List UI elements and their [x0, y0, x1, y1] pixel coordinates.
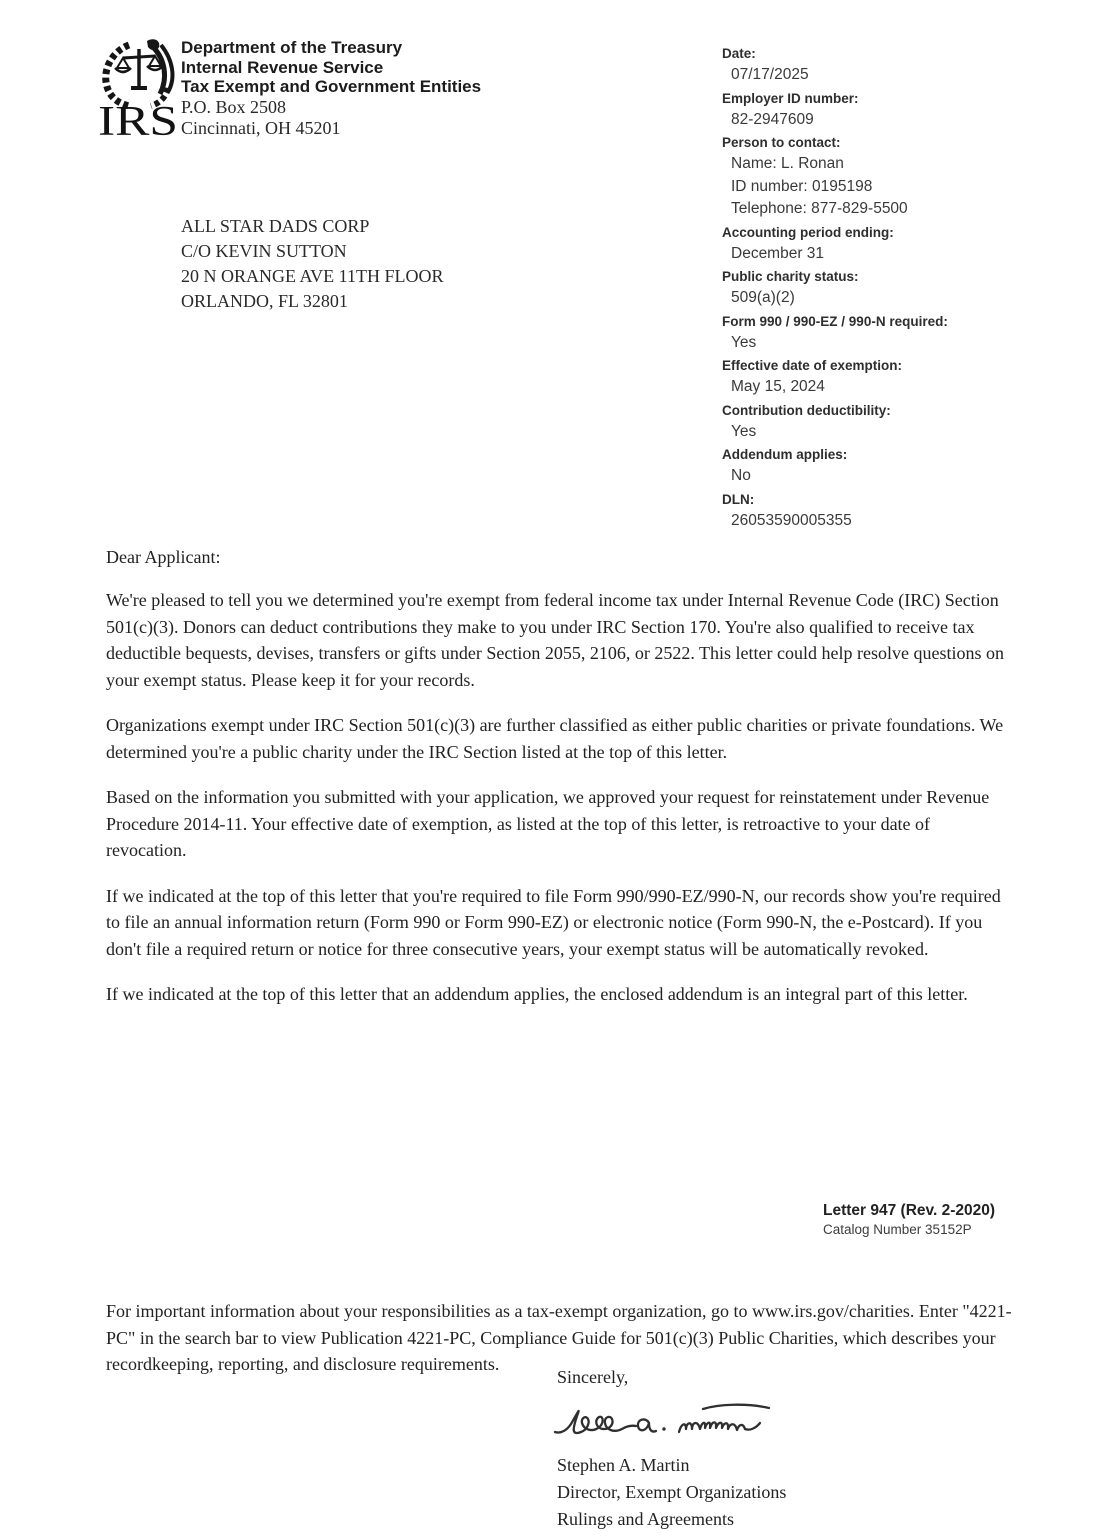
recipient-care-of: C/O KEVIN SUTTON: [181, 241, 347, 261]
info-item-form-990-required: [722, 312, 1022, 355]
signer-title-line-2: Rulings and Agreements: [557, 1509, 734, 1529]
info-label: Addendum applies:: [722, 447, 848, 462]
info-value: Name: L. Ronan: [731, 155, 844, 172]
info-value: No: [731, 467, 751, 484]
info-value: 26053590005355: [731, 511, 852, 529]
info-value: Yes: [731, 333, 757, 351]
info-label: Employer ID number:: [722, 90, 859, 106]
info-value: ID number: 0195198: [731, 177, 873, 195]
info-label: Contribution deductibility:: [722, 402, 891, 418]
info-label: Public charity status:: [722, 269, 859, 284]
info-item-ein: [722, 89, 1022, 132]
letter-number: Letter 947 (Rev. 2-2020): [823, 1202, 996, 1219]
agency-line-tege: Tax Exempt and Government Entities: [181, 77, 482, 96]
recipient-org-name: ALL STAR DADS CORP: [181, 216, 370, 236]
body-paragraph-2: Organizations exempt under IRC Section 501(c)(3) are further classified as either public charities or private foundations. We determined you're a public charity under the IRC Section listed at the top of this letter.: [106, 715, 1004, 762]
info-value: 07/17/2025: [731, 66, 809, 83]
body-paragraph-3: Based on the information you submitted with your application, we approved your request for reinstatement under Revenue Procedure 2014-11. Your effective date of exemption, as listed at the top of this letter, is retroactive to your date of revocation.: [106, 787, 990, 860]
closing-salutation: Sincerely,: [557, 1367, 629, 1387]
info-value: 82-2947609: [731, 110, 814, 128]
info-item-dln: [722, 490, 1022, 533]
recipient-address: [181, 214, 444, 314]
signer-title-line-1: Director, Exempt Organizations: [557, 1482, 787, 1502]
info-value: Telephone: 877-829-5500: [731, 200, 908, 217]
letter-info-panel: [722, 44, 1022, 534]
info-label: Date:: [722, 46, 756, 61]
letter-body: [106, 544, 1014, 1027]
signer-name: Stephen A. Martin: [557, 1455, 690, 1475]
info-item-charity-status: [722, 267, 1022, 310]
closing-paragraph: For important information about your responsibilities as a tax-exempt organization, go to www.irs.gov/charities. Enter "4221-PC" in the search bar to view Publication 4221-PC, Compliance Guide for 501(c)(3) Public Charities, which describes your recordkeeping, reporting, and disclosure requirements.: [106, 1301, 1012, 1374]
info-item-contact: [722, 133, 1022, 221]
info-item-date: [722, 44, 1022, 87]
info-item-effective-date: [722, 356, 1022, 399]
salutation: Dear Applicant:: [106, 547, 221, 567]
body-paragraph-5: If we indicated at the top of this letter that an addendum applies, the enclosed addendum is an integral part of this letter.: [106, 984, 968, 1004]
agency-line-irs: Internal Revenue Service: [181, 57, 384, 77]
info-label: Effective date of exemption:: [722, 358, 903, 373]
info-label: Form 990 / 990-EZ / 990-N required:: [722, 313, 948, 329]
po-box-line: P.O. Box 2508: [181, 96, 287, 117]
irs-eagle-logo-icon: [98, 36, 184, 140]
info-item-accounting-period: [722, 223, 1022, 266]
info-value: December 31: [731, 244, 825, 262]
info-value: 509(a)(2): [731, 289, 795, 306]
letter-reference: [823, 1201, 995, 1239]
recipient-street: 20 N ORANGE AVE 11TH FLOOR: [181, 266, 444, 286]
info-value: May 15, 2024: [731, 378, 825, 395]
info-label: Accounting period ending:: [722, 224, 894, 240]
info-label: Person to contact:: [722, 135, 841, 150]
recipient-city-state-zip: ORLANDO, FL 32801: [181, 291, 348, 311]
catalog-number: Catalog Number 35152P: [823, 1222, 972, 1237]
info-item-addendum: [722, 445, 1022, 488]
body-paragraph-4: If we indicated at the top of this letter that you're required to file Form 990/990-EZ/990-N, our records show you're required to file an annual information return (Form 990 or Form 990-EZ) or electronic notice (Form 990-N, the e-Postcard). If you don't file a required return or notice for three consecutive years, your exempt status will be automatically revoked.: [106, 885, 1001, 959]
info-label: DLN:: [722, 491, 755, 507]
irs-logo: [98, 36, 184, 140]
irs-logo-text: IRS: [98, 99, 178, 140]
agency-line-treasury: Department of the Treasury: [181, 38, 403, 57]
signature-block: [557, 1364, 788, 1533]
body-paragraph-1: We're pleased to tell you we determined you're exempt from federal income tax under Internal Revenue Code (IRC) Section 501(c)(3). Donors can deduct contributions they make to you under IRC Section 170. You're also qualified to receive tax deductible bequests, devises, transfers or gifts under Section 2055, 2106, or 2522. This letter could help resolve questions on your exempt status. Please keep it for your records.: [106, 590, 1004, 690]
city-state-zip-line: Cincinnati, OH 45201: [181, 118, 341, 138]
info-item-deductibility: [722, 401, 1022, 444]
letterhead-text: [181, 38, 481, 140]
handwritten-signature-image: [553, 1392, 788, 1448]
info-value: Yes: [731, 422, 757, 440]
